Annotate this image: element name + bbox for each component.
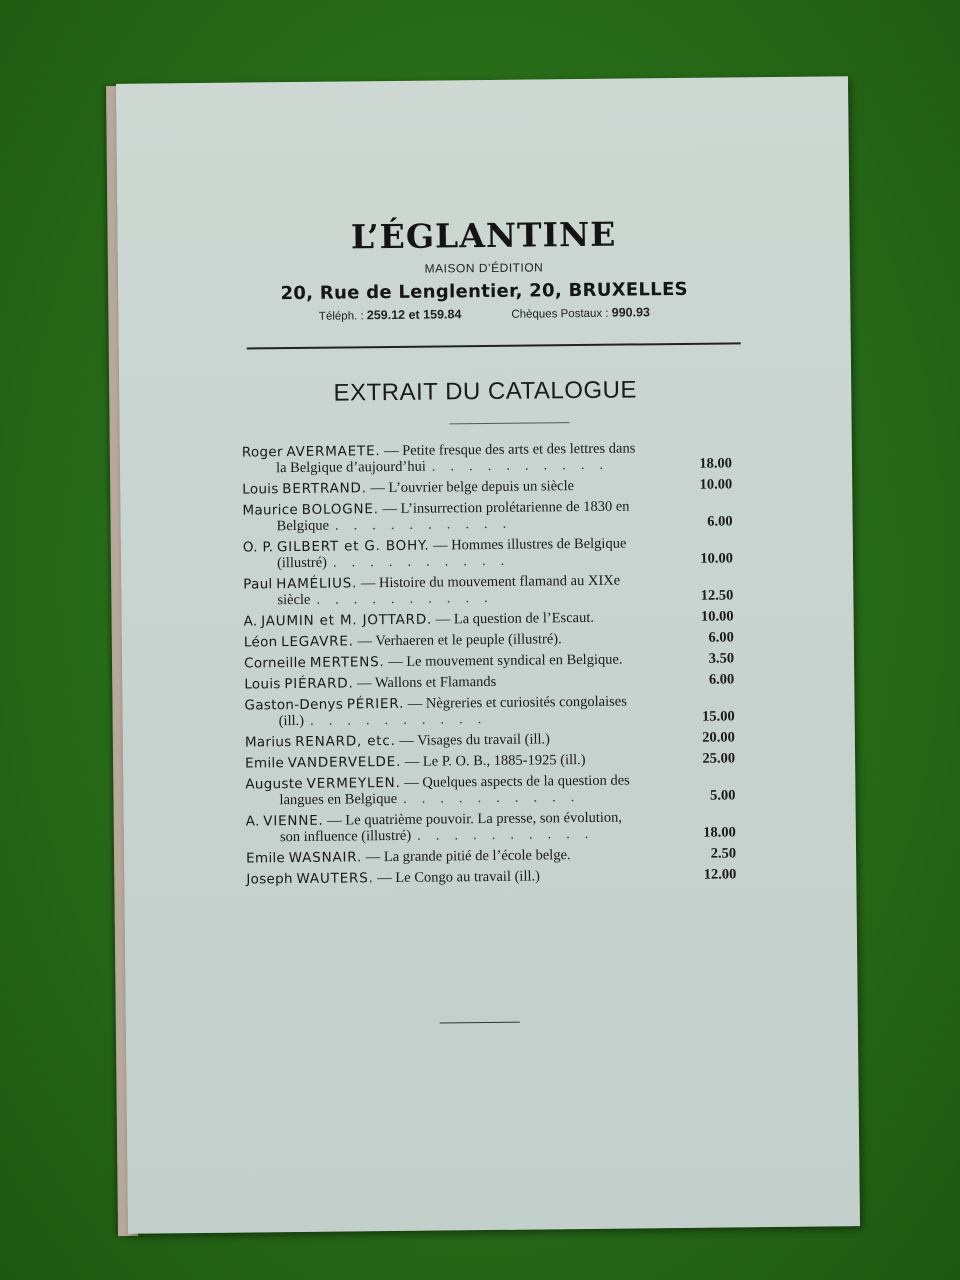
catalog-entry xyxy=(244,650,734,671)
book-price: 5.00 xyxy=(710,787,736,804)
book-title: — La grande pitié de l’école belge. xyxy=(365,847,571,866)
entry-heading xyxy=(246,868,540,887)
book-title: — Le P. O. B., 1885-1925 (ill.) xyxy=(404,751,586,770)
catalog-entry xyxy=(243,534,733,571)
entry-first-line xyxy=(246,845,736,866)
book-back-cover xyxy=(116,76,860,1234)
author-first-name: Louis xyxy=(244,676,281,693)
author-last-name: PIÉRARD. xyxy=(284,675,354,693)
entry-heading xyxy=(245,731,550,750)
leader-dots: .......... xyxy=(417,825,604,844)
author-first-name: Corneille xyxy=(243,654,307,672)
book-price: 10.00 xyxy=(700,550,734,567)
author-last-name: VIENNE. xyxy=(263,812,324,830)
entry-first-line xyxy=(244,671,734,692)
catalog-entry xyxy=(246,845,736,866)
leader-dots: .......... xyxy=(316,589,503,608)
book-price: 6.00 xyxy=(708,629,734,646)
entry-heading xyxy=(244,652,623,672)
publisher-name: L’ÉGLANTINE xyxy=(350,214,617,257)
author-last-name: PÉRIER. xyxy=(346,695,405,713)
book-price: 20.00 xyxy=(702,729,735,746)
book-price: 6.00 xyxy=(708,671,735,688)
author-first-name: Gaston-Denys xyxy=(244,696,344,714)
book-price: 3.50 xyxy=(708,650,735,667)
author-last-name: LEGAVRE. xyxy=(281,633,354,651)
entry-first-line xyxy=(242,476,732,497)
catalog-entry xyxy=(243,571,733,608)
book-title: — Le quatrième pouvoir. La presse, son évolution, xyxy=(327,809,623,829)
end-divider xyxy=(440,1022,520,1024)
cheques-number: 990.93 xyxy=(611,305,651,320)
entry-first-line xyxy=(245,750,735,771)
entry-heading xyxy=(244,674,496,693)
cheques-label: Chèques Postaux : xyxy=(511,307,609,321)
book-title: — L’ouvrier belge depuis un siècle xyxy=(370,478,575,497)
catalog-entry xyxy=(246,866,736,887)
header-divider xyxy=(247,342,741,349)
catalog-entry xyxy=(244,671,734,692)
author-last-name: JAUMIN et M. JOTTARD. xyxy=(261,611,433,630)
book-title: — Petite fresque des arts et des lettres dans xyxy=(383,440,636,460)
book-price: 6.00 xyxy=(707,513,733,530)
catalog-entry xyxy=(242,497,732,534)
catalog-list xyxy=(242,439,737,892)
entry-first-line xyxy=(246,866,736,887)
author-last-name: WAUTERS. xyxy=(296,870,374,888)
author-last-name: GILBERT et G. BOHY. xyxy=(276,537,430,556)
book-title: — Le mouvement syndical en Belgique. xyxy=(388,651,623,671)
catalog-entry xyxy=(245,729,735,750)
book-title: — Hommes illustres de Belgique xyxy=(432,535,627,554)
leader-dots: .......... xyxy=(334,515,522,534)
author-last-name: MERTENS. xyxy=(309,654,385,671)
publisher-header xyxy=(117,212,850,325)
book-title: — Quelques aspects de la question des xyxy=(404,772,630,791)
leader-dots: .......... xyxy=(309,710,497,729)
publisher-address: 20, Rue de Lenglentier, 20, BRUXELLES xyxy=(280,278,688,305)
book-price: 2.50 xyxy=(710,845,737,862)
catalog-entry xyxy=(245,750,735,771)
book-price: 12.00 xyxy=(703,866,737,883)
catalog-entry xyxy=(246,808,736,845)
catalog-title: EXTRAIT DU CATALOGUE xyxy=(333,376,638,407)
entry-first-line xyxy=(244,608,734,629)
entry-heading xyxy=(246,847,571,866)
author-first-name: Maurice xyxy=(242,501,299,519)
book-price: 12.50 xyxy=(700,587,734,604)
entry-first-line xyxy=(245,729,735,750)
author-last-name: BERTRAND. xyxy=(282,480,367,498)
publisher-contacts xyxy=(118,303,850,325)
author-first-name: A. xyxy=(245,813,260,830)
phone-label: Téléph. : xyxy=(318,310,364,323)
author-last-name: VANDERVELDE. xyxy=(287,753,402,772)
leader-dots: .......... xyxy=(332,552,520,571)
book-title: — Verhaeren et le peuple (illustré). xyxy=(357,631,562,650)
author-last-name: BOLOGNE. xyxy=(301,501,379,518)
author-first-name: Emile xyxy=(246,850,286,867)
book-title-continued: langues en Belgique xyxy=(279,790,398,809)
book-title: — Wallons et Flamands xyxy=(357,673,497,692)
entry-heading xyxy=(244,631,562,650)
author-last-name: HAMÉLIUS. xyxy=(276,575,358,593)
author-last-name: WASNAIR. xyxy=(288,849,363,867)
book-price: 18.00 xyxy=(703,824,736,841)
leader-dots: .......... xyxy=(431,456,619,475)
author-first-name: Roger xyxy=(241,444,283,461)
phone-info xyxy=(319,307,462,322)
entry-heading xyxy=(245,752,586,772)
book-price: 18.00 xyxy=(699,455,733,472)
author-first-name: Emile xyxy=(245,755,285,772)
author-first-name: A. xyxy=(243,613,258,630)
publisher-subtitle: MAISON D’ÉDITION xyxy=(424,260,544,276)
author-first-name: Marius xyxy=(244,734,292,751)
book-title: — La question de l’Escaut. xyxy=(435,609,595,628)
book-price: 15.00 xyxy=(701,708,735,725)
entry-heading xyxy=(242,478,574,497)
book-title-continued: Belgique xyxy=(276,517,330,535)
book-title: — Nègreries et curiosités congolaises xyxy=(407,693,627,712)
book-title: — L’insurrection prolétarienne de 1830 en xyxy=(382,498,630,518)
author-last-name: RENARD, etc. xyxy=(295,732,396,751)
author-first-name: Joseph xyxy=(246,871,293,888)
book-price: 25.00 xyxy=(702,750,736,767)
book-title-continued: (ill.) xyxy=(278,712,305,730)
author-first-name: Auguste xyxy=(245,775,304,793)
author-first-name: Paul xyxy=(243,576,273,593)
author-first-name: Louis xyxy=(242,481,279,498)
book-price: 10.00 xyxy=(699,476,733,493)
catalog-entry xyxy=(244,629,734,650)
catalog-entry xyxy=(242,476,732,497)
cheques-info xyxy=(511,305,650,320)
author-first-name: O. P. xyxy=(242,539,274,556)
catalog-entry xyxy=(244,608,734,629)
book-title: — Histoire du mouvement flamand au XIXe xyxy=(360,572,621,592)
book-title-continued: son influence (illustré) xyxy=(279,827,412,846)
book-title-continued: siècle xyxy=(277,591,311,609)
catalog-entry xyxy=(244,692,734,729)
leader-dots: .......... xyxy=(403,788,590,807)
author-last-name: VERMEYLEN. xyxy=(306,774,401,792)
book-title: — Visages du travail (ill.) xyxy=(399,731,551,749)
book-title-continued: (illustré) xyxy=(276,554,328,572)
book-title-continued: la Belgique d’aujourd’hui xyxy=(275,458,426,477)
entry-first-line xyxy=(244,629,734,650)
book-price: 10.00 xyxy=(700,608,734,625)
author-first-name: Léon xyxy=(243,634,278,651)
catalog-entry xyxy=(245,771,735,808)
book-title: — Le Congo au travail (ill.) xyxy=(377,868,541,887)
title-underline xyxy=(450,422,570,424)
entry-first-line xyxy=(244,650,734,671)
author-last-name: AVERMAETE. xyxy=(286,443,381,461)
entry-heading xyxy=(244,610,594,630)
phone-numbers: 259.12 et 159.84 xyxy=(366,307,462,323)
catalog-entry xyxy=(242,439,732,476)
